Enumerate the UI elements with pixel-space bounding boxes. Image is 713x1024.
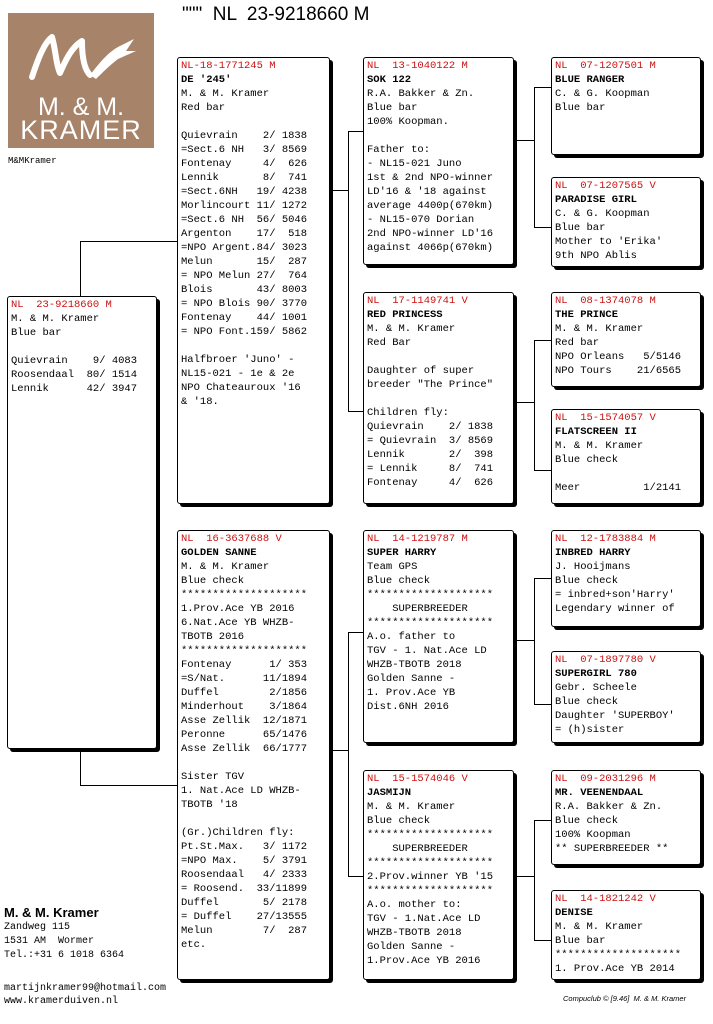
info-line: ******************** xyxy=(181,589,308,601)
connector xyxy=(348,131,349,411)
info-line: Lennik 8/ 741 xyxy=(181,172,308,184)
info-line: = Lennik 8/ 741 xyxy=(367,463,494,475)
info-line xyxy=(181,756,326,770)
info-line: TGV - 1.Nat.Ace LD xyxy=(367,913,481,925)
info-line: Blue check xyxy=(555,696,619,708)
info-line: WHZB-TBOTB 2018 xyxy=(367,927,462,939)
info-line: Gebr. Scheele xyxy=(555,682,637,694)
ddd-card xyxy=(551,890,701,980)
ring-number: NL 07-1207501 M xyxy=(555,60,656,72)
sire-dam-card xyxy=(363,292,514,504)
info-line: Fontenay 1/ 353 xyxy=(181,659,308,671)
ssd-card xyxy=(551,177,701,267)
connector xyxy=(534,940,552,941)
info-line: Pt.St.Max. 3/ 1172 xyxy=(181,841,308,853)
info-line: Team GPS xyxy=(367,561,418,573)
connector xyxy=(348,131,364,132)
info-line xyxy=(555,467,697,481)
info-line: TGV - 1. Nat.Ace LD xyxy=(367,645,487,657)
pigeon-name: RED PRINCESS xyxy=(367,309,443,321)
info-line: M. & M. Kramer xyxy=(555,440,644,452)
info-line: =Sect.6NH 19/ 4238 xyxy=(181,186,308,198)
connector xyxy=(534,578,535,704)
pigeon-name: SOK 122 xyxy=(367,74,412,86)
info-line: Lennik 2/ 398 xyxy=(367,449,494,461)
info-line xyxy=(181,339,326,353)
info-line: 9th NPO Ablis xyxy=(555,250,637,262)
pigeon-name: SUPERGIRL 780 xyxy=(555,668,637,680)
info-line: Children fly: xyxy=(367,407,449,419)
ring-number: NL 09-2031296 M xyxy=(555,773,656,785)
dss-card xyxy=(551,530,701,627)
info-line xyxy=(181,812,326,826)
pigeon-name: JASMIJN xyxy=(367,787,412,799)
info-line: Melun 15/ 287 xyxy=(181,256,308,268)
info-line: 1.Prov.Ace YB 2016 xyxy=(367,955,481,967)
info-line: LD'16 & '18 against xyxy=(367,186,487,198)
pigeon-name: SUPER HARRY xyxy=(367,547,437,559)
info-line: M. & M. Kramer xyxy=(367,323,456,335)
info-line: Argenton 17/ 518 xyxy=(181,228,308,240)
connector xyxy=(330,750,348,751)
sdd-card xyxy=(551,409,701,504)
info-line: Roosendaal 80/ 1514 xyxy=(11,369,138,381)
connector xyxy=(534,820,552,821)
owner-name: M. & M. Kramer xyxy=(4,905,99,920)
dds-card xyxy=(551,770,701,865)
info-line: Daughter of super xyxy=(367,365,475,377)
info-line: C. & G. Koopman xyxy=(555,208,650,220)
owner-phone: Tel.:+31 6 1018 6364 xyxy=(4,950,125,961)
info-line: Blue check xyxy=(555,815,619,827)
info-line: etc. xyxy=(181,939,207,951)
info-line: Quievrain 9/ 4083 xyxy=(11,355,138,367)
info-line: Meer 1/2141 xyxy=(555,482,682,494)
owner-address-line: Zandweg 115 xyxy=(4,922,71,933)
info-line: Minderhout 3/1864 xyxy=(181,701,308,713)
info-line: - NL15-070 Dorian xyxy=(367,214,475,226)
dsd-card xyxy=(551,651,701,743)
ring-number: NL 14-1821242 V xyxy=(555,893,656,905)
info-line: Duffel 5/ 2178 xyxy=(181,897,308,909)
info-line: NPO Tours 21/6565 xyxy=(555,365,682,377)
info-line: 1.Prov.Ace YB 2016 xyxy=(181,603,295,615)
info-line: =Sect.6 NH 56/ 5046 xyxy=(181,214,308,226)
info-line: M. & M. Kramer xyxy=(555,323,644,335)
info-line: Blue bar xyxy=(555,935,606,947)
connector xyxy=(534,87,535,227)
dam-card xyxy=(177,530,330,980)
connector xyxy=(348,632,364,633)
info-line: Asse Zellik 12/1871 xyxy=(181,715,308,727)
info-line: =NPO Max. 5/ 3791 xyxy=(181,855,308,867)
ring-number: NL 17-1149741 V xyxy=(367,295,468,307)
info-line: 1. Prov.Ace YB xyxy=(367,687,456,699)
info-line: =Sect.6 NH 3/ 8569 xyxy=(181,144,308,156)
ring-number: NL 16-3637688 V xyxy=(181,533,282,545)
pigeon-name: DENISE xyxy=(555,907,593,919)
info-line: ******************** xyxy=(367,829,494,841)
info-line: Blue bar xyxy=(555,222,606,234)
kramer-logo xyxy=(8,13,154,148)
pigeon-name: FLATSCREEN II xyxy=(555,426,637,438)
info-line: M. & M. Kramer xyxy=(367,801,456,813)
info-line: ** SUPERBREEDER ** xyxy=(555,843,669,855)
info-line: 6.Nat.Ace YB WHZB- xyxy=(181,617,295,629)
info-line: Blue bar xyxy=(555,102,606,114)
info-line: Blue bar xyxy=(367,102,418,114)
info-line: SUPERBREEDER xyxy=(367,843,468,855)
info-line: Red bar xyxy=(181,102,226,114)
info-line xyxy=(11,340,153,354)
info-line: Daughter 'SUPERBOY' xyxy=(555,710,675,722)
info-line: Sister TGV xyxy=(181,771,245,783)
info-line: Peronne 65/1476 xyxy=(181,729,308,741)
info-line: = Roosend. 33/11899 xyxy=(181,883,308,895)
info-line: R.A. Bakker & Zn. xyxy=(555,801,663,813)
info-line: Quievrain 2/ 1838 xyxy=(367,421,494,433)
info-line: Mother to 'Erika' xyxy=(555,236,663,248)
logo-caption: M&MKramer xyxy=(8,156,57,166)
info-line: J. Hooijmans xyxy=(555,561,631,573)
info-line: = NPO Melun 27/ 764 xyxy=(181,270,308,282)
info-line: Blue check xyxy=(367,815,431,827)
connector xyxy=(534,470,552,471)
info-line: Red bar xyxy=(555,337,600,349)
info-line: 100% Koopman xyxy=(555,829,631,841)
info-line: Quievrain 2/ 1838 xyxy=(181,130,308,142)
info-line: A.o. father to xyxy=(367,631,456,643)
subject-card xyxy=(7,296,157,749)
info-line: = NPO Blois 90/ 3770 xyxy=(181,298,308,310)
pigeon-name: BLUE RANGER xyxy=(555,74,625,86)
ring-number: NL 08-1374078 M xyxy=(555,295,656,307)
info-line: ******************** xyxy=(367,857,494,869)
pigeon-name: INBRED HARRY xyxy=(555,547,631,559)
info-line: M. & M. Kramer xyxy=(181,561,270,573)
connector xyxy=(80,785,178,786)
info-line: (Gr.)Children fly: xyxy=(181,827,295,839)
info-line: Blue check xyxy=(555,575,619,587)
connector xyxy=(514,876,534,877)
connector xyxy=(534,704,552,705)
info-line: TBOTB '18 xyxy=(181,799,238,811)
connector xyxy=(514,402,534,403)
sds-card xyxy=(551,292,701,387)
ring-number: NL 12-1783884 M xyxy=(555,533,656,545)
info-line: - NL15-021 Juno xyxy=(367,158,462,170)
info-line: WHZB-TBOTB 2018 xyxy=(367,659,462,671)
info-line: Legendary winner of xyxy=(555,603,675,615)
info-line: Fontenay 4/ 626 xyxy=(367,477,494,489)
ring-number: NL 13-1040122 M xyxy=(367,60,468,72)
info-line: =S/Nat. 11/1894 xyxy=(181,673,308,685)
info-line: 1st & 2nd NPO-winner xyxy=(367,172,494,184)
info-line xyxy=(367,392,510,406)
ring-number: NL 07-1897780 V xyxy=(555,654,656,666)
owner-email[interactable]: martijnkramer99@hotmail.com xyxy=(4,983,167,994)
info-line: R.A. Bakker & Zn. xyxy=(367,88,475,100)
info-line: = NPO Font.159/ 5862 xyxy=(181,326,308,338)
info-line: SUPERBREEDER xyxy=(367,603,468,615)
info-line: 2nd NPO-winner LD'16 xyxy=(367,228,494,240)
info-line: ******************** xyxy=(367,617,494,629)
info-line: Red Bar xyxy=(367,337,412,349)
info-line: ******************** xyxy=(367,885,494,897)
info-line: Blue bar xyxy=(11,327,62,339)
ring-number: NL 15-1574046 V xyxy=(367,773,468,785)
info-line: Lennik 42/ 3947 xyxy=(11,383,138,395)
logo-line1: M. & M. xyxy=(37,93,125,121)
info-line: Golden Sanne - xyxy=(367,673,456,685)
info-line: = Quievrain 3/ 8569 xyxy=(367,435,494,447)
info-line: TBOTB 2016 xyxy=(181,631,245,643)
info-line: NPO Chateauroux '16 xyxy=(181,382,301,394)
info-line: A.o. mother to: xyxy=(367,899,462,911)
connector xyxy=(534,578,552,579)
pigeon-name: GOLDEN SANNE xyxy=(181,547,257,559)
logo-line2: KRAMER xyxy=(20,115,142,145)
info-line: = (h)sister xyxy=(555,724,625,736)
connector xyxy=(348,411,364,412)
owner-website[interactable]: www.kramerduiven.nl xyxy=(4,996,119,1007)
info-line: Golden Sanne - xyxy=(367,941,456,953)
info-line: Blue check xyxy=(181,575,245,587)
connector xyxy=(534,87,552,88)
info-line: M. & M. Kramer xyxy=(181,88,270,100)
info-line xyxy=(181,115,326,129)
info-line: Blue check xyxy=(367,575,431,587)
info-line: ******************** xyxy=(181,645,308,657)
owner-address-line: 1531 AM Wormer xyxy=(4,936,95,947)
connector xyxy=(534,340,535,470)
info-line: 1. Prov.Ace YB 2014 xyxy=(555,963,675,975)
info-line: NL15-021 - 1e & 2e xyxy=(181,368,295,380)
ring-number: NL 07-1207565 V xyxy=(555,180,656,192)
connector xyxy=(80,241,81,297)
info-line: Blue check xyxy=(555,454,619,466)
connector xyxy=(534,340,552,341)
connector xyxy=(514,640,534,641)
info-line: = inbred+son'Harry' xyxy=(555,589,675,601)
ring-number: NL 14-1219787 M xyxy=(367,533,468,545)
info-line: Fontenay 44/ 1001 xyxy=(181,312,308,324)
info-line: 100% Koopman. xyxy=(367,116,449,128)
info-line: Duffel 2/1856 xyxy=(181,687,308,699)
info-line: M. & M. Kramer xyxy=(11,313,100,325)
ring-number: NL 23-9218660 M xyxy=(11,299,112,311)
info-line: M. & M. Kramer xyxy=(555,921,644,933)
owner-info xyxy=(4,905,124,963)
info-line: Morlincourt 11/ 1272 xyxy=(181,200,308,212)
ring-number: NL-18-1771245 M xyxy=(181,60,276,72)
connector xyxy=(348,876,364,877)
info-line: against 4066p(670km) xyxy=(367,242,494,254)
info-line: ******************** xyxy=(555,949,682,961)
info-line: Roosendaal 4/ 2333 xyxy=(181,869,308,881)
info-line: ******************** xyxy=(367,589,494,601)
connector xyxy=(80,241,178,242)
connector xyxy=(330,190,348,191)
info-line: C. & G. Koopman xyxy=(555,88,650,100)
info-line: Halfbroer 'Juno' - xyxy=(181,354,295,366)
dam-dam-card xyxy=(363,770,514,980)
sire-card xyxy=(177,57,330,504)
info-line: & '18. xyxy=(181,396,219,408)
connector xyxy=(348,632,349,876)
footer-credit: Compuclub © [9.46] M. & M. Kramer xyxy=(563,994,687,1003)
ring-number: NL 15-1574057 V xyxy=(555,412,656,424)
info-line xyxy=(367,129,510,143)
info-line: Blois 43/ 8003 xyxy=(181,284,308,296)
bird-logo-icon xyxy=(26,29,138,89)
connector xyxy=(514,140,534,141)
pigeon-name: MR. VEENENDAAL xyxy=(555,787,644,799)
info-line: Asse Zellik 66/1777 xyxy=(181,743,308,755)
connector xyxy=(80,748,81,785)
contact-info xyxy=(4,982,166,1008)
info-line: breeder "The Prince" xyxy=(367,379,494,391)
info-line: NPO Orleans 5/5146 xyxy=(555,351,682,363)
connector xyxy=(534,227,552,228)
dam-sire-card xyxy=(363,530,514,743)
info-line xyxy=(367,350,510,364)
connector xyxy=(534,820,535,940)
info-line: Fontenay 4/ 626 xyxy=(181,158,308,170)
info-line: Melun 7/ 287 xyxy=(181,925,308,937)
pigeon-name: DE '245' xyxy=(181,74,232,86)
info-line: =NPO Argent.84/ 3023 xyxy=(181,242,308,254)
info-line: Dist.6NH 2016 xyxy=(367,701,449,713)
pigeon-name: THE PRINCE xyxy=(555,309,619,321)
page-title: """ NL 23-9218660 M xyxy=(182,4,370,25)
info-line: 1. Nat.Ace LD WHZB- xyxy=(181,785,301,797)
info-line: = Duffel 27/13555 xyxy=(181,911,308,923)
pigeon-name: PARADISE GIRL xyxy=(555,194,637,206)
sire-sire-card xyxy=(363,57,514,265)
info-line: average 4400p(670km) xyxy=(367,200,494,212)
info-line: 2.Prov.winner YB '15 xyxy=(367,871,494,883)
sss-card xyxy=(551,57,701,155)
info-line: Father to: xyxy=(367,144,431,156)
